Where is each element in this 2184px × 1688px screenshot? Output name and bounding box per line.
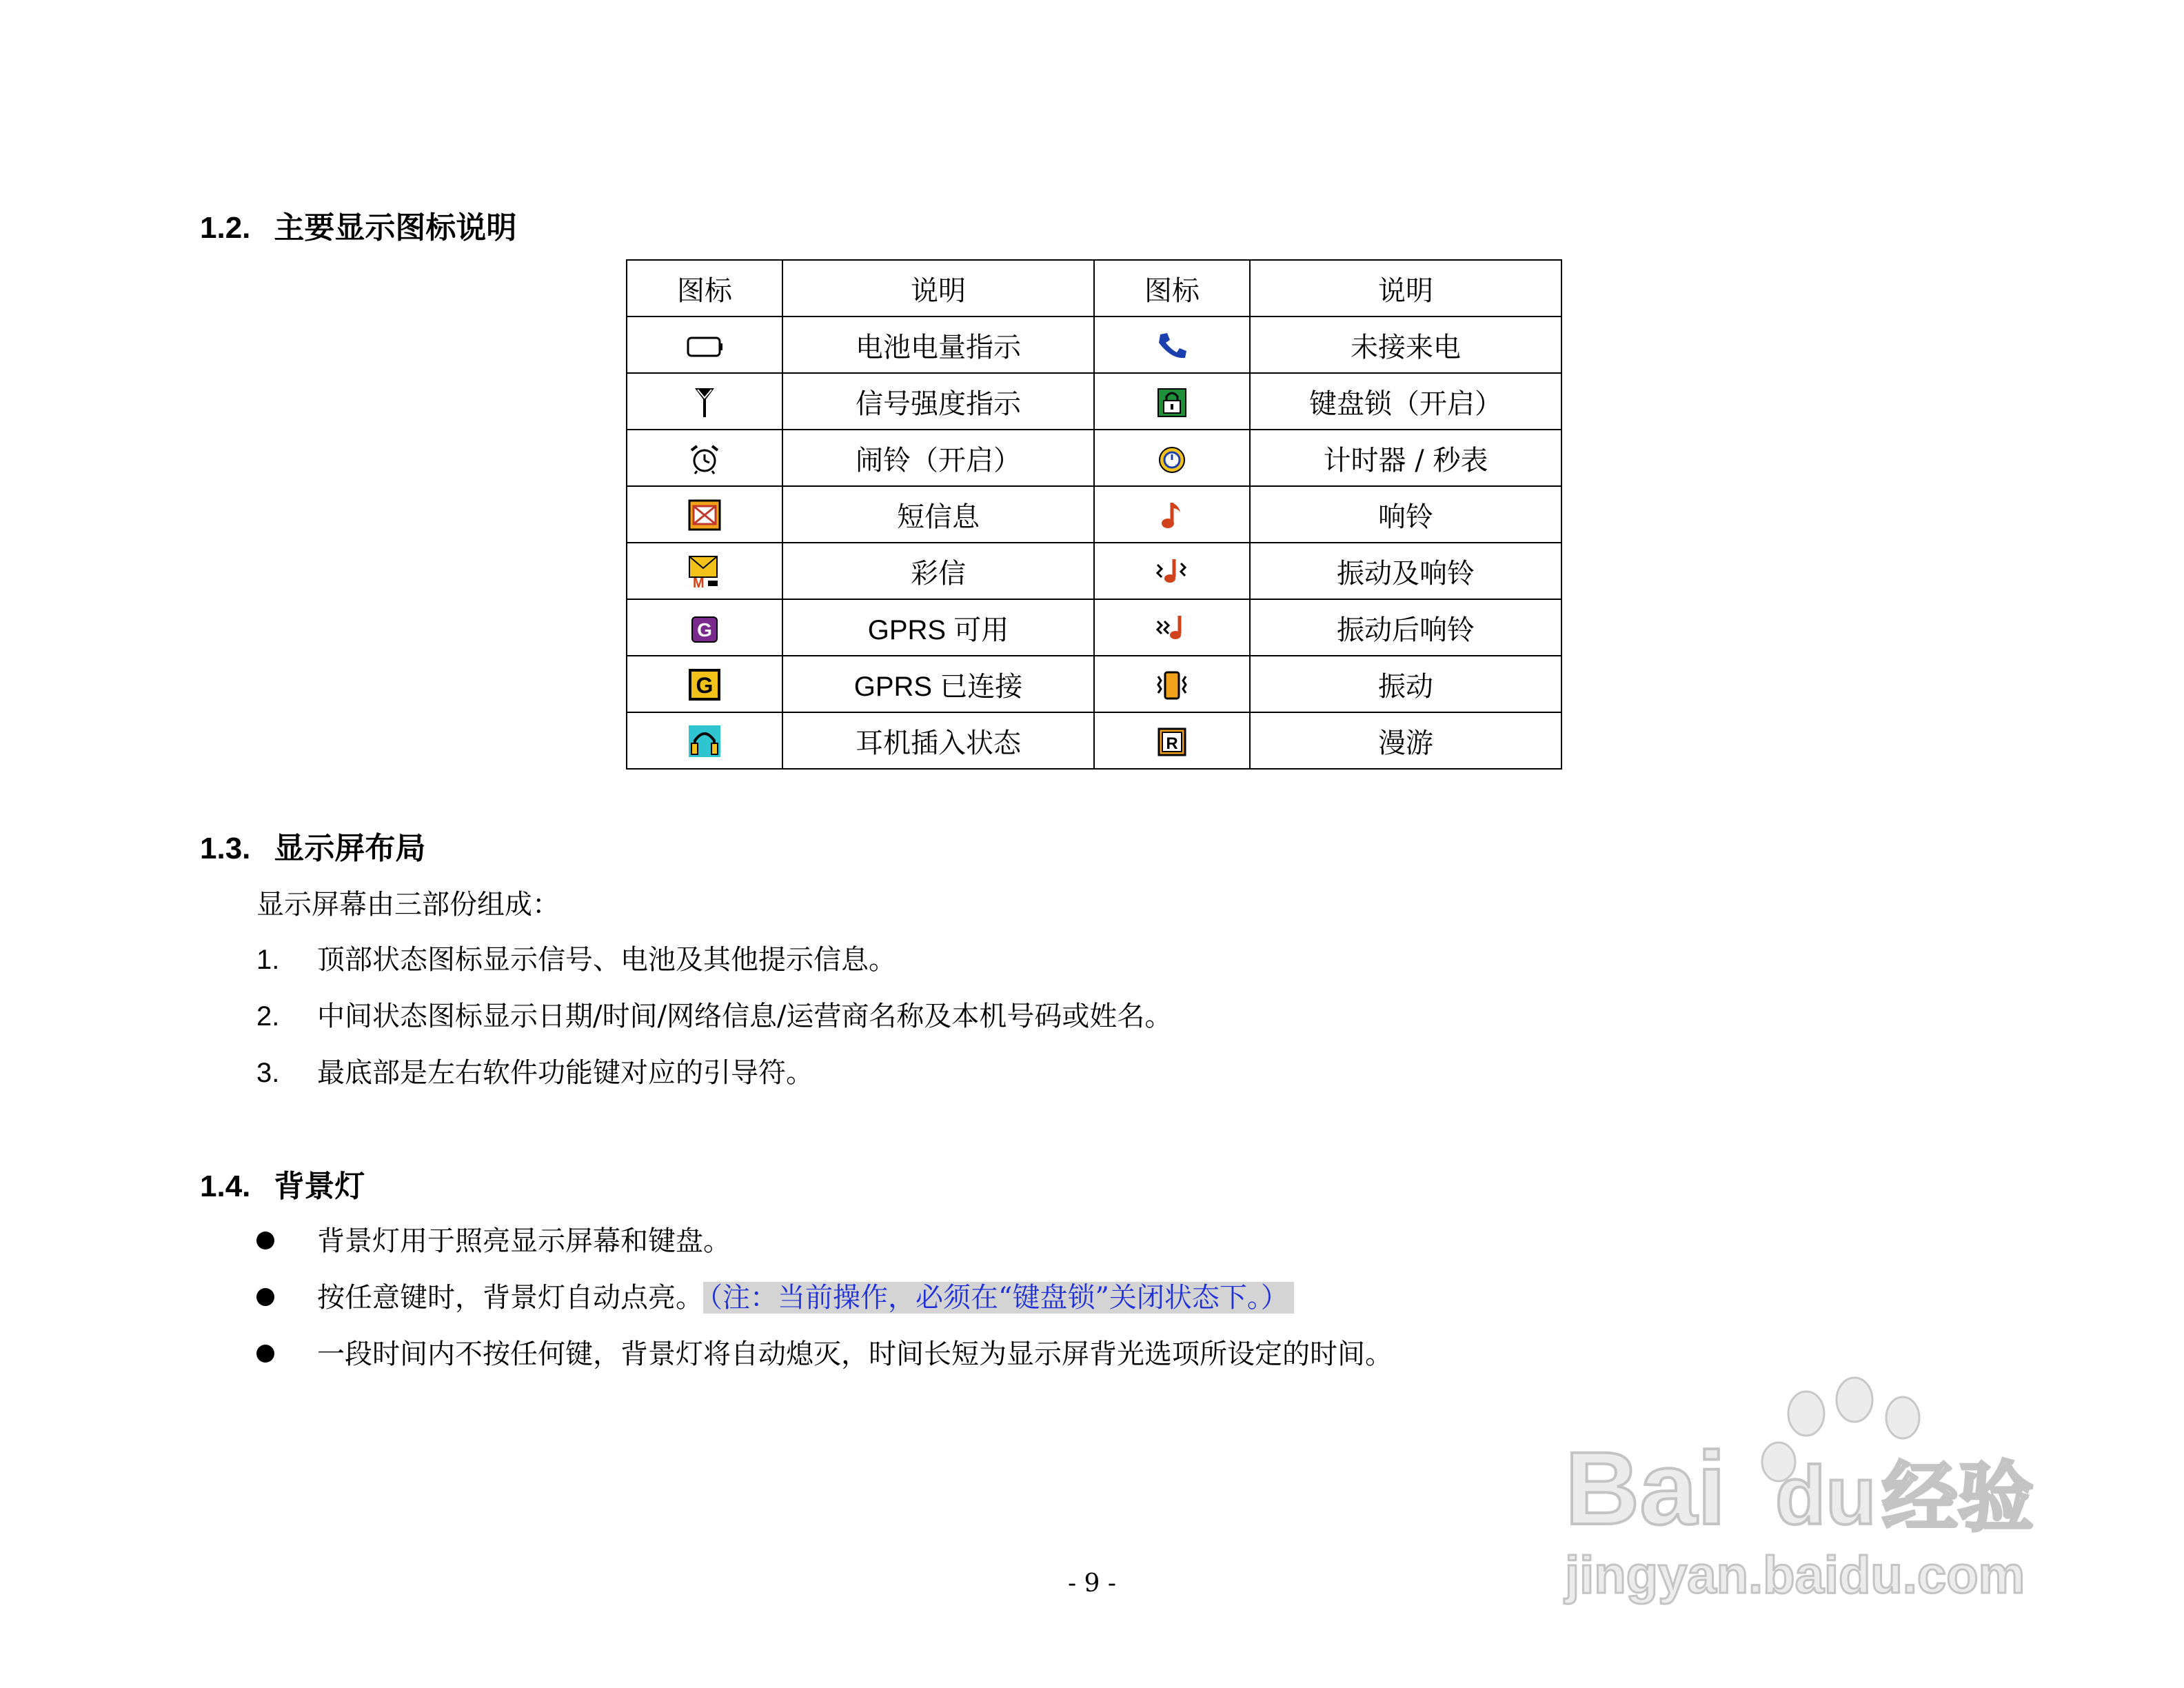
- bullet-item: 一段时间内不按任何键，背景灯将自动熄灭，时间长短为显示屏背光选项所设定的时间。: [256, 1332, 1393, 1372]
- table-cell: GPRS 已连接: [782, 656, 1094, 712]
- bullet-dot-icon: [256, 1288, 274, 1306]
- alarm-clock-icon: [689, 443, 720, 475]
- table-cell: 振动: [1250, 656, 1561, 712]
- section-1-4-heading: [200, 1161, 365, 1205]
- svg-text:jingyan.baidu.com: jingyan.baidu.com: [1565, 1546, 2025, 1605]
- table-cell: 漫游: [1250, 712, 1561, 769]
- table-row: [627, 543, 1561, 599]
- table-cell: 电池电量指示: [782, 316, 1094, 373]
- gprs-connected-icon: [687, 667, 722, 702]
- svg-text:Bai: Bai: [1565, 1430, 1726, 1546]
- list-item: 3. 最底部是左右软件功能键对应的引导符。: [256, 1057, 813, 1089]
- table-row: [627, 712, 1561, 769]
- signal-antenna-icon: [691, 385, 718, 419]
- table-row: [627, 373, 1561, 430]
- list-item: 1. 顶部状态图标显示信号、电池及其他提示信息。: [256, 944, 896, 976]
- section-title: 主要显示图标说明: [274, 210, 517, 245]
- sms-envelope-icon: [687, 499, 722, 532]
- svg-text:G: G: [697, 619, 712, 641]
- timer-stopwatch-icon: [1156, 443, 1188, 475]
- header-desc: 说明: [1250, 260, 1561, 316]
- bullet-item: 按任意键时，背景灯自动点亮。 （注：当前操作，必须在“键盘锁”关闭状态下。）: [256, 1276, 1294, 1315]
- table-cell: 振动及响铃: [1250, 543, 1561, 599]
- headset-icon: [687, 724, 722, 758]
- section-number: 1.4.: [200, 1169, 251, 1203]
- section-1-3-heading: [200, 823, 425, 867]
- vibrate-icon: [1155, 670, 1189, 701]
- section-1-3-intro: 显示屏幕由三部份组成：: [256, 889, 560, 921]
- bullet-item: 背景灯用于照亮显示屏幕和键盘。: [256, 1219, 731, 1258]
- svg-text:du: du: [1775, 1449, 1877, 1542]
- table-cell: 信号强度指示: [782, 373, 1094, 430]
- svg-text:经验: 经验: [1882, 1454, 2034, 1542]
- page-number: - 9 -: [1067, 1569, 1117, 1598]
- header-icon: 图标: [627, 260, 782, 316]
- roaming-icon: [1157, 727, 1187, 757]
- table-row: [627, 316, 1561, 373]
- table-cell: 短信息: [782, 486, 1094, 543]
- table-cell: 计时器 / 秒表: [1250, 430, 1561, 486]
- missed-call-icon: [1156, 330, 1188, 362]
- table-header-row: [627, 260, 1561, 316]
- section-number: 1.3.: [200, 832, 251, 865]
- table-row: [627, 656, 1561, 712]
- table-row: [627, 599, 1561, 656]
- ring-note-icon: [1158, 499, 1186, 532]
- table-cell: 耳机插入状态: [782, 712, 1094, 769]
- bullet-dot-icon: [256, 1232, 274, 1249]
- section-title: 显示屏布局: [274, 831, 426, 866]
- bullet-dot-icon: [256, 1345, 274, 1363]
- table-cell: 闹铃（开启）: [782, 430, 1094, 486]
- table-row: [627, 486, 1561, 543]
- section-number: 1.2.: [200, 211, 251, 245]
- header-desc: 说明: [782, 260, 1094, 316]
- svg-text:G: G: [696, 672, 714, 698]
- svg-text:M: M: [693, 575, 705, 589]
- mms-envelope-icon: [687, 554, 722, 589]
- header-icon: 图标: [1094, 260, 1250, 316]
- vibrate-then-ring-icon: [1155, 612, 1189, 645]
- icon-table: [626, 259, 1562, 770]
- svg-text:R: R: [1166, 734, 1178, 753]
- table-row: [627, 430, 1561, 486]
- vibrate-and-ring-icon: [1155, 555, 1189, 588]
- table-cell: 未接来电: [1250, 316, 1561, 373]
- note-highlight: （注：当前操作，必须在“键盘锁”关闭状态下。）: [703, 1282, 1294, 1314]
- battery-icon: [685, 335, 724, 359]
- table-cell: 彩信: [782, 543, 1094, 599]
- list-item: 2. 中间状态图标显示日期/时间/网络信息/运营商名称及本机号码或姓名。: [256, 1001, 1173, 1032]
- table-cell: GPRS 可用: [782, 599, 1094, 656]
- keypad-lock-icon: [1156, 387, 1188, 419]
- section-1-2-heading: [200, 203, 516, 247]
- table-cell: 响铃: [1250, 486, 1561, 543]
- section-title: 背景灯: [274, 1169, 365, 1204]
- table-cell: 键盘锁（开启）: [1250, 373, 1561, 430]
- table-cell: 振动后响铃: [1250, 599, 1561, 656]
- gprs-available-icon: [690, 615, 719, 644]
